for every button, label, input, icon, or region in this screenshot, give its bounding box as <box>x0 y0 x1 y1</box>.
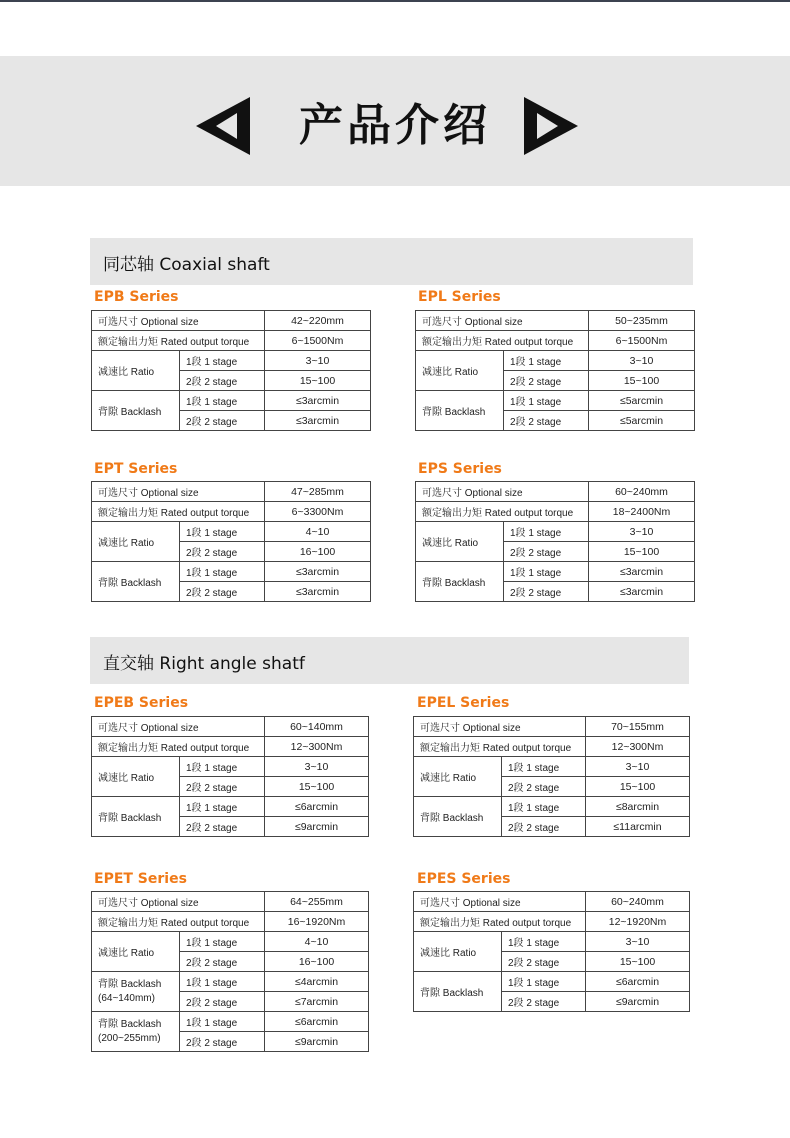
section-header-coaxial <box>90 238 693 285</box>
table-row <box>416 502 695 522</box>
spec-table-epb <box>91 310 371 431</box>
series-title-epes: EPES Series <box>417 871 511 887</box>
stage1-label: 1段 1 stage <box>180 351 265 371</box>
stage2-label: 2段 2 stage <box>502 817 586 837</box>
backlash-label: 背隙 Backlash <box>92 562 180 602</box>
ratio-label: 减速比 Ratio <box>92 932 180 972</box>
backlash-stage2-value: ≤5arcmin <box>589 411 695 431</box>
rated-torque-label: 额定输出力矩 Rated output torque <box>92 737 265 757</box>
ratio-stage1-value: 3~10 <box>589 522 695 542</box>
backlash-label: 背隙 Backlash <box>414 797 502 837</box>
table-row <box>92 351 371 371</box>
stage1-label: 1段 1 stage <box>180 391 265 411</box>
table-row <box>416 482 695 502</box>
optional-size-label: 可选尺寸 Optional size <box>92 311 265 331</box>
spec-table-epes <box>413 891 690 1012</box>
backlash-label: 背隙 Backlash <box>92 391 180 431</box>
stage1-label: 1段 1 stage <box>502 797 586 817</box>
ratio-label: 减速比 Ratio <box>92 351 180 391</box>
rated-torque-value: 6~1500Nm <box>589 331 695 351</box>
table-row <box>414 932 690 952</box>
optional-size-value: 70~155mm <box>586 717 690 737</box>
rated-torque-value: 6~1500Nm <box>265 331 371 351</box>
optional-size-value: 60~240mm <box>586 892 690 912</box>
backlash-stage1-value: ≤5arcmin <box>589 391 695 411</box>
table-row <box>414 797 690 817</box>
table-row <box>92 972 369 992</box>
backlash-stage2-value: ≤9arcmin <box>586 992 690 1012</box>
table-row <box>92 522 371 542</box>
stage2-label: 2段 2 stage <box>180 952 265 972</box>
backlash-range-line: (64~140mm) <box>98 992 155 1004</box>
backlash-stage2-value: ≤9arcmin <box>265 817 369 837</box>
optional-size-label: 可选尺寸 Optional size <box>416 311 589 331</box>
stage2-label: 2段 2 stage <box>502 952 586 972</box>
optional-size-label: 可选尺寸 Optional size <box>92 892 265 912</box>
table-row <box>414 912 690 932</box>
right-arrow-triangle-icon <box>524 97 578 155</box>
optional-size-value: 64~255mm <box>265 892 369 912</box>
rated-torque-label: 额定输出力矩 Rated output torque <box>92 912 265 932</box>
stage1-label: 1段 1 stage <box>180 757 265 777</box>
stage2-label: 2段 2 stage <box>504 582 589 602</box>
top-rule <box>0 0 790 2</box>
table-row <box>416 331 695 351</box>
ratio-stage1-value: 3~10 <box>265 757 369 777</box>
table-row <box>416 562 695 582</box>
stage1-label: 1段 1 stage <box>502 972 586 992</box>
left-arrow-triangle-icon <box>196 97 250 155</box>
series-title-epel: EPEL Series <box>417 695 510 711</box>
optional-size-value: 60~240mm <box>589 482 695 502</box>
table-row <box>416 351 695 371</box>
backlash-range-line: (200~255mm) <box>98 1032 161 1044</box>
series-title-eps: EPS Series <box>418 461 502 477</box>
table-row <box>92 311 371 331</box>
spec-table-ept <box>91 481 371 602</box>
stage1-label: 1段 1 stage <box>180 522 265 542</box>
table-row <box>92 737 369 757</box>
rated-torque-label: 额定输出力矩 Rated output torque <box>416 331 589 351</box>
table-row <box>92 502 371 522</box>
backlash-stage1-value: ≤6arcmin <box>265 797 369 817</box>
table-row <box>414 757 690 777</box>
stage2-label: 2段 2 stage <box>180 1032 265 1052</box>
rated-torque-value: 18~2400Nm <box>589 502 695 522</box>
series-title-epet: EPET Series <box>94 871 187 887</box>
table-row <box>414 892 690 912</box>
page-title: 产品介绍 <box>299 100 491 151</box>
ratio-label: 减速比 Ratio <box>414 757 502 797</box>
table-row <box>92 482 371 502</box>
stage1-label: 1段 1 stage <box>180 1012 265 1032</box>
stage2-label: 2段 2 stage <box>502 777 586 797</box>
table-row <box>92 912 369 932</box>
optional-size-label: 可选尺寸 Optional size <box>92 482 265 502</box>
stage1-label: 1段 1 stage <box>180 932 265 952</box>
backlash-stage1-value: ≤3arcmin <box>265 391 371 411</box>
optional-size-value: 42~220mm <box>265 311 371 331</box>
ratio-stage1-value: 3~10 <box>586 932 690 952</box>
stage1-label: 1段 1 stage <box>504 351 589 371</box>
ratio-stage2-value: 15~100 <box>589 371 695 391</box>
table-row <box>416 391 695 411</box>
stage1-label: 1段 1 stage <box>504 562 589 582</box>
rated-torque-label: 额定输出力矩 Rated output torque <box>414 912 586 932</box>
backlash-label: 背隙 Backlash <box>414 972 502 1012</box>
optional-size-label: 可选尺寸 Optional size <box>92 717 265 737</box>
ratio-label: 减速比 Ratio <box>92 757 180 797</box>
rated-torque-value: 12~300Nm <box>586 737 690 757</box>
series-title-ept: EPT Series <box>94 461 178 477</box>
table-row <box>92 892 369 912</box>
stage1-label: 1段 1 stage <box>180 972 265 992</box>
stage1-label: 1段 1 stage <box>180 562 265 582</box>
table-row <box>92 717 369 737</box>
table-row <box>92 391 371 411</box>
backlash-b-stage1-value: ≤6arcmin <box>265 1012 369 1032</box>
rated-torque-label: 额定输出力矩 Rated output torque <box>414 737 586 757</box>
ratio-stage1-value: 4~10 <box>265 522 371 542</box>
rated-torque-label: 额定输出力矩 Rated output torque <box>92 502 265 522</box>
stage2-label: 2段 2 stage <box>180 371 265 391</box>
stage2-label: 2段 2 stage <box>502 992 586 1012</box>
table-row <box>416 522 695 542</box>
spec-table-epeb <box>91 716 369 837</box>
backlash-stage2-value: ≤3arcmin <box>265 582 371 602</box>
ratio-label: 减速比 Ratio <box>92 522 180 562</box>
section-header-right-angle <box>90 637 689 684</box>
spec-table-epet <box>91 891 369 1052</box>
spec-table-epl <box>415 310 695 431</box>
ratio-label: 减速比 Ratio <box>416 351 504 391</box>
stage2-label: 2段 2 stage <box>180 542 265 562</box>
stage2-label: 2段 2 stage <box>180 992 265 1012</box>
stage2-label: 2段 2 stage <box>504 411 589 431</box>
ratio-stage2-value: 15~100 <box>586 777 690 797</box>
ratio-stage2-value: 16~100 <box>265 952 369 972</box>
backlash-stage2-value: ≤11arcmin <box>586 817 690 837</box>
ratio-stage2-value: 15~100 <box>265 371 371 391</box>
stage1-label: 1段 1 stage <box>504 522 589 542</box>
rated-torque-value: 6~3300Nm <box>265 502 371 522</box>
series-title-epb: EPB Series <box>94 289 179 305</box>
backlash-label: 背隙 Backlash <box>92 797 180 837</box>
ratio-label: 减速比 Ratio <box>414 932 502 972</box>
ratio-stage1-value: 4~10 <box>265 932 369 952</box>
ratio-stage2-value: 16~100 <box>265 542 371 562</box>
optional-size-label: 可选尺寸 Optional size <box>414 892 586 912</box>
table-row <box>92 1012 369 1032</box>
rated-torque-label: 额定输出力矩 Rated output torque <box>416 502 589 522</box>
optional-size-label: 可选尺寸 Optional size <box>416 482 589 502</box>
stage2-label: 2段 2 stage <box>180 582 265 602</box>
stage1-label: 1段 1 stage <box>180 797 265 817</box>
backlash-stage1-value: ≤3arcmin <box>265 562 371 582</box>
stage1-label: 1段 1 stage <box>504 391 589 411</box>
ratio-stage2-value: 15~100 <box>589 542 695 562</box>
table-row <box>92 757 369 777</box>
backlash-label: 背隙 Backlash <box>416 391 504 431</box>
backlash-stage1-value: ≤6arcmin <box>586 972 690 992</box>
rated-torque-value: 12~1920Nm <box>586 912 690 932</box>
optional-size-value: 47~285mm <box>265 482 371 502</box>
stage1-label: 1段 1 stage <box>502 932 586 952</box>
table-row <box>414 972 690 992</box>
stage1-label: 1段 1 stage <box>502 757 586 777</box>
table-row <box>92 562 371 582</box>
table-row <box>416 311 695 331</box>
backlash-stage2-value: ≤3arcmin <box>265 411 371 431</box>
stage2-label: 2段 2 stage <box>180 817 265 837</box>
optional-size-label: 可选尺寸 Optional size <box>414 717 586 737</box>
ratio-stage1-value: 3~10 <box>589 351 695 371</box>
table-row <box>414 717 690 737</box>
ratio-stage1-value: 3~10 <box>265 351 371 371</box>
backlash-a-stage1-value: ≤4arcmin <box>265 972 369 992</box>
backlash-200-255-label <box>92 1012 180 1052</box>
backlash-stage1-value: ≤3arcmin <box>589 562 695 582</box>
table-row <box>414 737 690 757</box>
backlash-64-140-label <box>92 972 180 1012</box>
rated-torque-value: 16~1920Nm <box>265 912 369 932</box>
spec-table-eps <box>415 481 695 602</box>
stage2-label: 2段 2 stage <box>180 411 265 431</box>
backlash-a-stage2-value: ≤7arcmin <box>265 992 369 1012</box>
stage2-label: 2段 2 stage <box>504 371 589 391</box>
ratio-stage2-value: 15~100 <box>586 952 690 972</box>
backlash-stage1-value: ≤8arcmin <box>586 797 690 817</box>
stage2-label: 2段 2 stage <box>180 777 265 797</box>
stage2-label: 2段 2 stage <box>504 542 589 562</box>
optional-size-value: 50~235mm <box>589 311 695 331</box>
section-title: 同芯轴 Coaxial shaft <box>103 255 270 275</box>
table-row <box>92 331 371 351</box>
table-row <box>92 797 369 817</box>
optional-size-value: 60~140mm <box>265 717 369 737</box>
ratio-label: 减速比 Ratio <box>416 522 504 562</box>
spec-table-epel <box>413 716 690 837</box>
table-row <box>92 932 369 952</box>
ratio-stage1-value: 3~10 <box>586 757 690 777</box>
backlash-label-line: 背隙 Backlash <box>98 1018 162 1030</box>
series-title-epeb: EPEB Series <box>94 695 189 711</box>
rated-torque-value: 12~300Nm <box>265 737 369 757</box>
rated-torque-label: 额定输出力矩 Rated output torque <box>92 331 265 351</box>
backlash-b-stage2-value: ≤9arcmin <box>265 1032 369 1052</box>
ratio-stage2-value: 15~100 <box>265 777 369 797</box>
section-title: 直交轴 Right angle shatf <box>103 654 305 674</box>
backlash-label-line: 背隙 Backlash <box>98 978 162 990</box>
backlash-label: 背隙 Backlash <box>416 562 504 602</box>
backlash-stage2-value: ≤3arcmin <box>589 582 695 602</box>
series-title-epl: EPL Series <box>418 289 501 305</box>
